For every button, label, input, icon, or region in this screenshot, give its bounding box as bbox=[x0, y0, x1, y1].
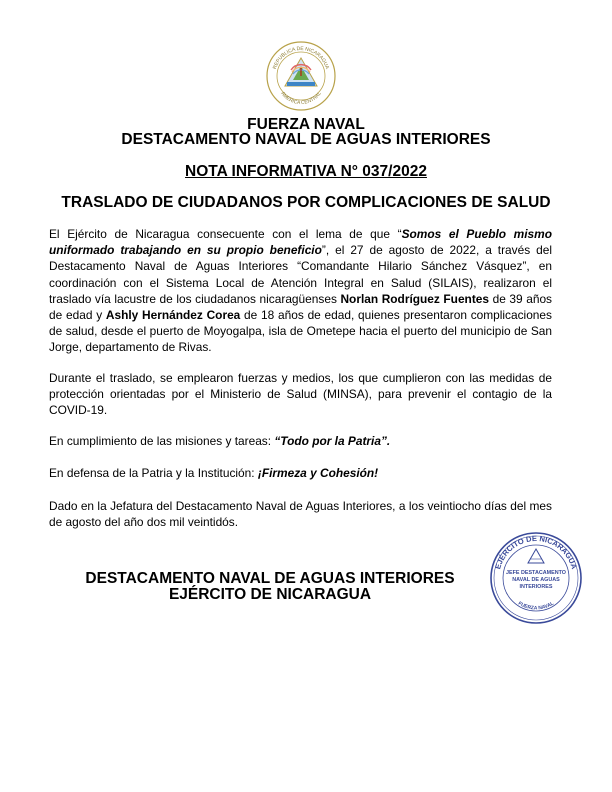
p3-text: En cumplimiento de las misiones y tareas: bbox=[49, 434, 275, 448]
stamp-line-2: NAVAL DE AGUAS bbox=[512, 577, 560, 583]
p1-name-1: Norlan Rodríguez Fuentes bbox=[340, 291, 490, 306]
official-stamp-icon bbox=[489, 531, 583, 625]
organization-title: FUERZA NAVAL bbox=[247, 116, 365, 133]
note-number: NOTA INFORMATIVA N° 037/2022 bbox=[185, 163, 427, 180]
p1-text-4: de 18 años de edad, quienes presentaron complicaciones de salud, desde el puerto de Moyogalpa, isla de Ometepe hacia el puerto del municipio de San Jorge, departamento de Rivas. bbox=[49, 308, 552, 355]
p1-text-1: El Ejército de Nicaragua consecuente con el lema de que “ bbox=[49, 227, 402, 241]
paragraph-4 bbox=[49, 465, 552, 481]
p4-text: En defensa de la Patria y la Institución: bbox=[49, 466, 258, 480]
note-subject: TRASLADO DE CIUDADANOS POR COMPLICACIONES DE SALUD bbox=[61, 194, 551, 211]
p4-motto: ¡Firmeza y Cohesión! bbox=[257, 466, 379, 480]
svg-text:FUERZA NAVAL: FUERZA NAVAL bbox=[516, 600, 556, 612]
signature-unit: DESTACAMENTO NAVAL DE AGUAS INTERIORES bbox=[85, 570, 455, 587]
coat-of-arms-seal-icon bbox=[265, 40, 337, 112]
stamp-line-1: JEFE DESTACAMENTO bbox=[505, 570, 567, 576]
paragraph-3 bbox=[49, 433, 552, 449]
stamp-line-3: INTERIORES bbox=[519, 584, 553, 590]
unit-title: DESTACAMENTO NAVAL DE AGUAS INTERIORES bbox=[121, 131, 491, 148]
svg-text:EJÉRCITO DE NICARAGUA: EJÉRCITO DE NICARAGUA bbox=[493, 533, 579, 571]
svg-text:REPUBLICA DE NICARAGUA: REPUBLICA DE NICARAGUA bbox=[272, 45, 330, 70]
paragraph-5: Dado en la Jefatura del Destacamento Naval de Aguas Interiores, a los veintiocho días del mes de agosto del año dos mil veintidós. bbox=[49, 499, 552, 530]
signature-army: EJÉRCITO DE NICARAGUA bbox=[168, 586, 372, 603]
p1-motto: Somos el Pueblo mismo uniformado trabajando en su propio beneficio bbox=[49, 227, 553, 258]
p3-motto: “Todo por la Patria”. bbox=[274, 434, 391, 448]
paragraph-1 bbox=[49, 226, 552, 356]
p1-text-3: de 39 años de edad y bbox=[49, 291, 552, 323]
svg-text:AMERICA CENTRAL: AMERICA CENTRAL bbox=[279, 90, 323, 107]
paragraph-2: Durante el traslado, se emplearon fuerzas y medios, los que cumplieron con las medidas de protección orientadas por el Ministerio de Salud (MINSA), para prevenir el contagio de la COVID-19. bbox=[49, 371, 552, 418]
p1-name-2: Ashly Hernández Corea bbox=[105, 308, 241, 323]
p1-text-2: ”, el 27 de agosto de 2022, a través del Destacamento Naval de Aguas Interiores “Comandante Hilario Sánchez Vásquez”, en coordinación con el Sistema Local de Atención Integral en Salud (SILAIS), realizaron el traslado vía lacustre de los ciudadanos nicaragüenses bbox=[49, 243, 552, 306]
